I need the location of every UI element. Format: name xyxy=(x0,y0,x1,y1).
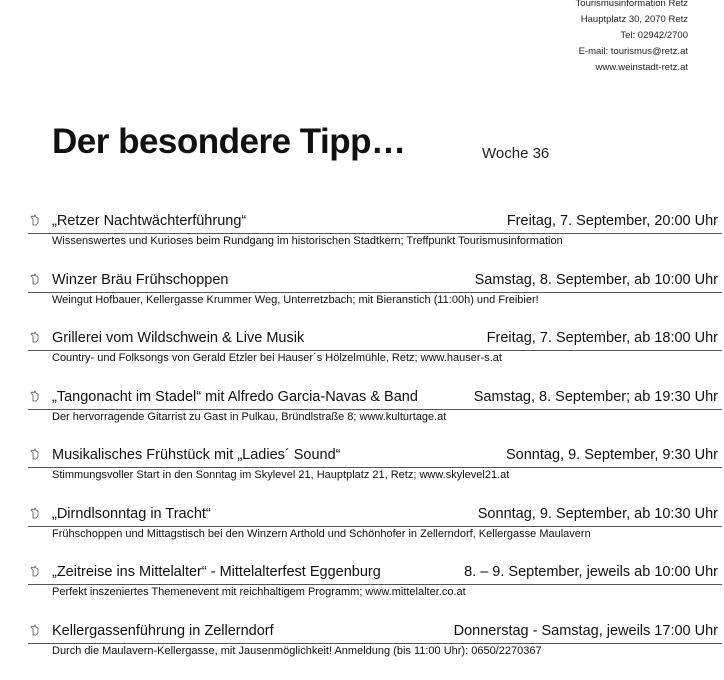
event-title: Winzer Bräu Frühschoppen xyxy=(52,272,229,288)
event-description: Durch die Maulavern-Kellergasse, mit Jausenmöglichkeit! Anmeldung (bis 11:00 Uhr): 0650/2270367 xyxy=(52,645,542,657)
pointing-hand-icon xyxy=(30,448,40,460)
event-title: „Zeitreise ins Mittelalter“ - Mittelalterfest Eggenburg xyxy=(52,564,381,580)
event-header xyxy=(28,329,722,351)
pointing-hand-icon xyxy=(30,565,40,577)
event-description: Frühschoppen und Mittagstisch bei den Winzern Arthold und Schönhofer in Zellerndorf, Kellergasse Maulavern xyxy=(52,528,591,540)
event-description: Weingut Hofbauer, Kellergasse Krummer Weg, Unterretzbach; mit Bieranstich (11:00h) und Freibier! xyxy=(52,294,539,306)
event-header xyxy=(28,622,722,644)
event-description: Stimmungsvoller Start in den Sonntag im Skylevel 21, Hauptplatz 21, Retz; www.skylevel21.at xyxy=(52,469,509,481)
contact-block xyxy=(576,0,688,76)
event-item xyxy=(28,388,722,447)
event-date: Sonntag, 9. September, ab 10:30 Uhr xyxy=(478,506,718,522)
event-header xyxy=(28,446,722,468)
event-date: Sonntag, 9. September, 9:30 Uhr xyxy=(506,447,718,463)
page-title: Der besondere Tipp… xyxy=(52,122,406,162)
event-item xyxy=(28,271,722,330)
event-list xyxy=(28,212,722,680)
pointing-hand-icon xyxy=(30,390,40,402)
event-description: Der hervorragende Gitarrist zu Gast in Pulkau, Bründlstraße 8; www.kulturtage.at xyxy=(52,411,446,423)
contact-org: Tourismusinformation Retz xyxy=(576,0,688,12)
event-item xyxy=(28,212,722,271)
event-title: Musikalisches Frühstück mit „Ladies´ Sound“ xyxy=(52,447,341,463)
event-title: Grillerei vom Wildschwein & Live Musik xyxy=(52,330,304,346)
contact-phone: Tel: 02942/2700 xyxy=(576,28,688,44)
contact-email: E-mail: tourismus@retz.at xyxy=(576,44,688,60)
event-date: Samstag, 8. September, ab 10:00 Uhr xyxy=(475,272,718,288)
event-date: Freitag, 7. September, 20:00 Uhr xyxy=(507,213,718,229)
pointing-hand-icon xyxy=(30,624,40,636)
event-header xyxy=(28,505,722,527)
event-item xyxy=(28,563,722,622)
contact-address: Hauptplatz 30, 2070 Retz xyxy=(576,12,688,28)
event-item xyxy=(28,446,722,505)
contact-website: www.weinstadt-retz.at xyxy=(576,60,688,76)
pointing-hand-icon xyxy=(30,331,40,343)
event-item xyxy=(28,622,722,680)
event-item xyxy=(28,505,722,564)
event-header xyxy=(28,563,722,585)
event-header xyxy=(28,271,722,293)
event-description: Country- und Folksongs von Gerald Etzler bei Hauser´s Hölzelmühle, Retz; www.hauser-s.at xyxy=(52,352,502,364)
event-description: Wissenswertes und Kurioses beim Rundgang im historischen Stadtkern; Treffpunkt Tourismusinformation xyxy=(52,235,563,247)
event-date: 8. – 9. September, jeweils ab 10:00 Uhr xyxy=(464,564,718,580)
header xyxy=(52,122,406,162)
event-header xyxy=(28,388,722,410)
event-header xyxy=(28,212,722,234)
pointing-hand-icon xyxy=(30,214,40,226)
event-date: Samstag, 8. September; ab 19:30 Uhr xyxy=(474,389,718,405)
event-title: „Dirndlsonntag in Tracht“ xyxy=(52,506,211,522)
event-date: Freitag, 7. September, ab 18:00 Uhr xyxy=(487,330,718,346)
event-description: Perfekt inszeniertes Themenevent mit reichhaltigem Programm; www.mittelalter.co.at xyxy=(52,586,466,598)
pointing-hand-icon xyxy=(30,507,40,519)
event-title: „Retzer Nachtwächterführung“ xyxy=(52,213,246,229)
pointing-hand-icon xyxy=(30,273,40,285)
week-label: Woche 36 xyxy=(482,145,549,162)
event-item xyxy=(28,329,722,388)
event-title: Kellergassenführung in Zellerndorf xyxy=(52,623,274,639)
event-title: „Tangonacht im Stadel“ mit Alfredo Garcia-Navas & Band xyxy=(52,389,418,405)
event-date: Donnerstag - Samstag, jeweils 17:00 Uhr xyxy=(454,623,718,639)
